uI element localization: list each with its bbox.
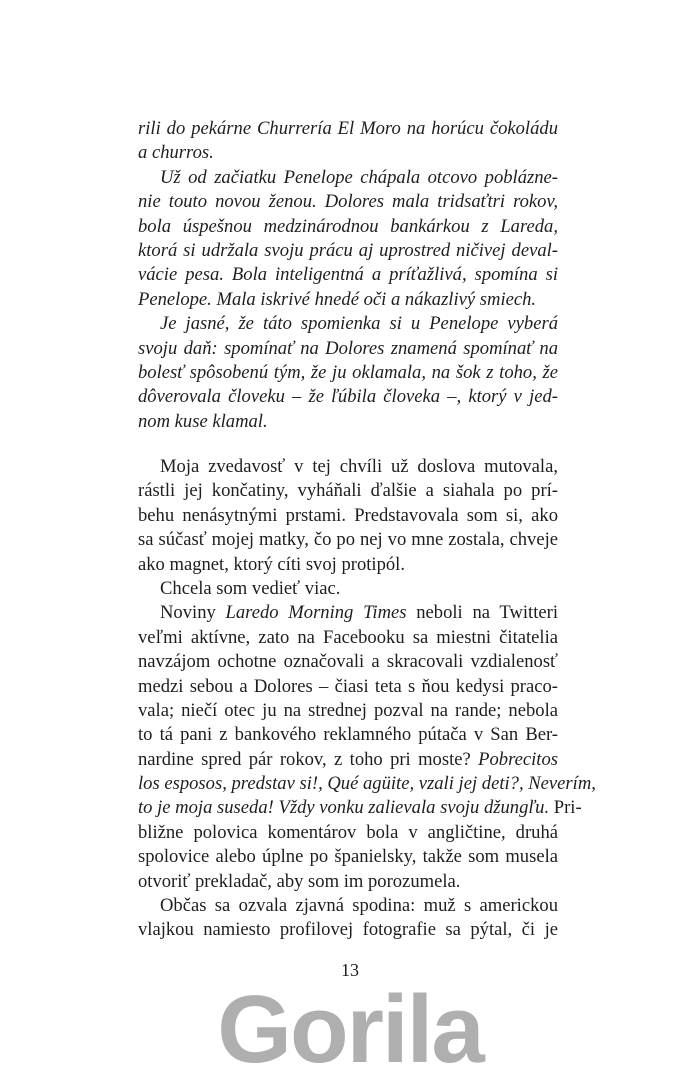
text-line <box>138 772 596 796</box>
text-line <box>138 577 558 601</box>
text-segment: otvoriť prekladač, aby som im porozumela. <box>138 870 461 892</box>
text-segment: bola úspešnou medzinárodnou bankárkou z Lareda, <box>138 215 558 237</box>
text-segment: Už od začiatku Penelope chápala otcovo pobláznе- <box>160 166 558 188</box>
text-line <box>138 312 558 336</box>
text-line <box>138 796 582 820</box>
text-line <box>138 626 558 650</box>
text-segment: svoju daň: spomínať na Dolores znamená spomínať na <box>138 337 558 359</box>
text-segment: dôverovala človeku – že ľúbila človeka –, ktorý v jed- <box>138 386 558 408</box>
text-line <box>138 239 558 263</box>
text-line <box>138 337 558 361</box>
text-segment: vácie pesa. Bola inteligentná a príťažlivá, spomína si <box>138 264 558 286</box>
italic-quoted-passage <box>138 117 558 434</box>
text-line <box>138 894 558 918</box>
text-line <box>138 455 558 479</box>
text-segment: nardine spred pár rokov, z toho pri moste? <box>138 748 479 770</box>
italic-text: Laredo Morning Times <box>225 602 407 624</box>
text-segment: Penelope. Mala iskrivé hnedé oči a nákazlivý smiech. <box>138 288 537 310</box>
text-line <box>138 504 558 528</box>
text-line <box>138 918 558 942</box>
text-segment: rili do pekárne Churrería El Moro na horúcu čokoládu <box>138 118 558 139</box>
text-line <box>138 479 558 503</box>
text-line <box>138 601 558 625</box>
text-line <box>138 166 558 190</box>
text-line <box>138 263 558 287</box>
text-line <box>138 845 558 869</box>
italic-text: los esposos, predstav si!, Qué agüite, vzali jej deti?, Neverím, <box>138 773 596 795</box>
text-segment: nom kuse klamal. <box>138 410 268 432</box>
text-segment: Noviny <box>160 602 226 624</box>
text-line <box>138 748 558 772</box>
text-line <box>138 215 558 239</box>
text-line <box>138 870 558 894</box>
text-segment: medzi sebou a Dolores – čiasi teta s ňou kedysi praco- <box>138 675 558 697</box>
text-line <box>138 650 558 674</box>
text-segment: Občas sa ozvala zjavná spodina: muž s americkou <box>160 895 558 917</box>
text-segment: navzájom ochotne označovali a skracovali vzdialenosť <box>138 651 558 673</box>
italic-text: to je moja suseda! Vždy vonku zalievala svoju džungľu. <box>138 797 550 819</box>
text-line <box>138 141 558 165</box>
text-line <box>138 385 558 409</box>
text-line <box>138 675 558 699</box>
text-segment: Je jasné, že táto spomienka si u Penelope vyberá <box>160 313 558 335</box>
text-line <box>138 553 558 577</box>
text-line <box>138 361 558 385</box>
text-line <box>138 528 558 552</box>
text-segment: spolovice alebo úplne po španielsky, takže som musela <box>138 846 558 868</box>
text-segment: vlajkou namiesto profilovej fotografie sa pýtal, či je <box>138 919 558 941</box>
text-line <box>138 117 558 141</box>
italic-text: Pobrecitos <box>478 748 558 770</box>
text-segment: Pri- <box>549 797 582 819</box>
text-line <box>138 410 558 434</box>
text-segment: vala; niečí otec ju na strednej pozval na rande; nebola <box>138 699 558 721</box>
text-segment: ako magnet, ktorý cíti svoj protipól. <box>138 553 405 575</box>
text-segment: neboli na Twitteri <box>406 602 558 624</box>
text-segment: veľmi aktívne, zato na Facebooku sa miestni čitatelia <box>138 626 558 648</box>
publisher-watermark: Gorila <box>217 976 483 1083</box>
page-number: 13 <box>341 960 359 980</box>
text-line <box>138 190 558 214</box>
text-line <box>138 821 558 845</box>
text-segment: nie touto novou ženou. Dolores mala tridsaťtri rokov, <box>138 191 558 213</box>
text-line <box>138 723 558 747</box>
text-segment: bližne polovica komentárov bola v angličtine, druhá <box>138 821 558 843</box>
text-segment: rástli jej končatiny, vyháňali ďalšie a siahala po prí- <box>138 480 558 502</box>
text-segment: Chcela som vedieť viac. <box>160 577 341 599</box>
text-segment: ktorá si udržala svoju prácu aj uprostred ničivej deval- <box>138 239 558 261</box>
body-text <box>138 455 596 943</box>
text-segment: sa súčasť mojej matky, čo po nej vo mne zostala, chveje <box>138 529 558 551</box>
text-segment: to tá pani z bankového reklamného pútača v San Ber- <box>138 724 558 746</box>
text-segment: behu nenásytnými prstami. Predstavovala som si, ako <box>138 504 558 526</box>
text-segment: bolesť spôsobenú tým, že ju oklamala, na šok z toho, že <box>138 361 558 383</box>
text-line <box>138 288 558 312</box>
text-segment: a churros. <box>138 142 214 164</box>
text-line <box>138 699 558 723</box>
text-segment: Moja zvedavosť v tej chvíli už doslova mutovala, <box>160 456 558 477</box>
